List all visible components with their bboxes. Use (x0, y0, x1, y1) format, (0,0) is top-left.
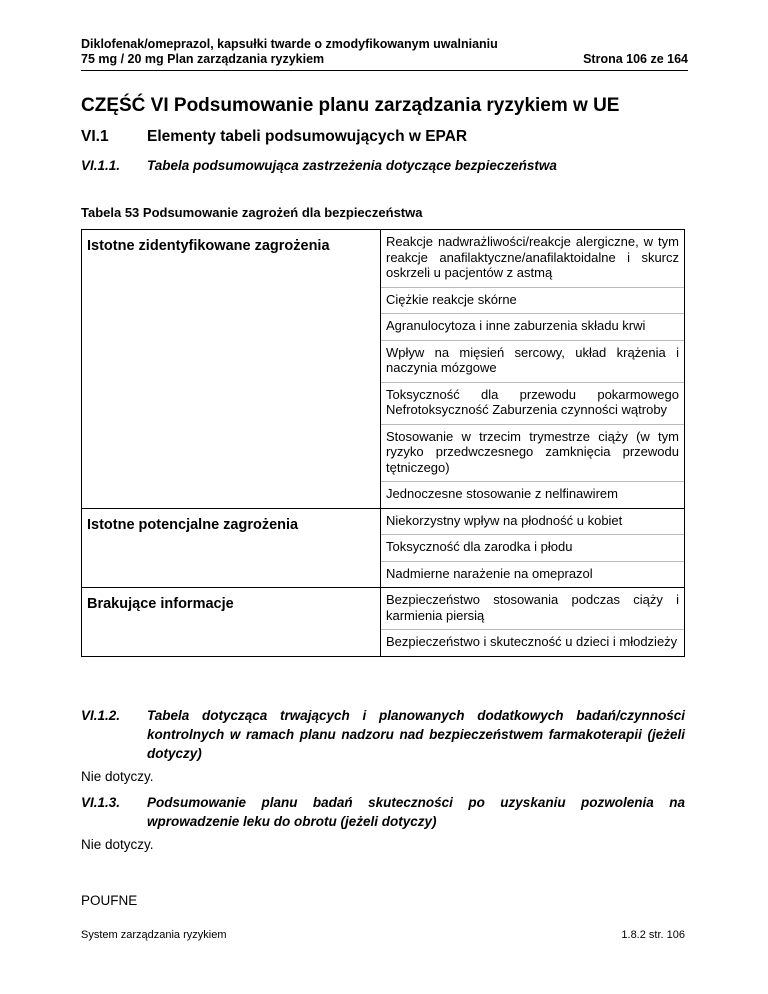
risk-item: Agranulocytoza i inne zaburzenia składu krwi (381, 313, 684, 340)
header-page-number: Strona 106 ze 164 (583, 52, 688, 66)
risk-item: Jednoczesne stosowanie z nelfinawirem (381, 481, 684, 508)
subsection-2-heading (81, 706, 685, 763)
subsection-2-title: Tabela dotycząca trwających i planowanych dodatkowych badań/czynności kontrolnych w ramach planu nadzoru nad bezpieczeństwem farmakoterapii (jeżeli dotyczy) (147, 708, 685, 761)
row-items (381, 588, 685, 657)
row-label: Istotne zidentyfikowane zagrożenia (82, 230, 381, 509)
risk-item: Reakcje nadwrażliwości/reakcje alergiczne, w tym reakcje anafilaktyczne/anafilaktoidalne i skurcz oskrzeli u pacjentów z astmą (386, 234, 679, 280)
table-row-identified-risks (82, 230, 685, 509)
row-items (381, 230, 685, 509)
header-product-line: Diklofenak/omeprazol, kapsułki twarde o zmodyfikowanym uwalnianiu (81, 37, 498, 51)
page-header (81, 37, 688, 67)
subsection-2-body: Nie dotyczy. (81, 769, 154, 784)
subsection-1-number: VI.1.1. (81, 158, 121, 173)
subsection-3-number: VI.1.3. (81, 795, 121, 810)
row-label: Brakujące informacje (82, 588, 381, 657)
risk-item: Ciężkie reakcje skórne (381, 287, 684, 314)
row-items (381, 508, 685, 588)
risk-item: Stosowanie w trzecim trymestrze ciąży (w tym ryzyko przedwczesnego zamknięcia przewodu tętniczego) (381, 424, 684, 482)
risk-item: Wpływ na mięsień sercowy, układ krążenia i naczynia mózgowe (381, 340, 684, 382)
risk-item: Bezpieczeństwo i skuteczność u dzieci i młodzieży (381, 629, 684, 656)
header-divider (81, 70, 688, 71)
table-row-missing-information (82, 588, 685, 657)
section-number: VI.1 (81, 128, 109, 145)
subsection-1-title: Tabela podsumowująca zastrzeżenia dotyczące bezpieczeństwa (147, 158, 557, 173)
section-title: Elementy tabeli podsumowujących w EPAR (147, 128, 468, 145)
footer-system-name: System zarządzania ryzykiem (81, 929, 227, 941)
subsection-2-number: VI.1.2. (81, 708, 121, 723)
risk-item: Toksyczność dla przewodu pokarmowego Nefrotoksyczność Zaburzenia czynności wątroby (381, 382, 684, 424)
subsection-3-body: Nie dotyczy. (81, 837, 154, 852)
subsection-1-heading (81, 158, 557, 173)
safety-concerns-table (81, 229, 685, 657)
risk-item: Niekorzystny wpływ na płodność u kobiet (386, 512, 623, 528)
confidential-label: POUFNE (81, 893, 138, 908)
page-footer (81, 929, 685, 941)
subsection-3-heading (81, 793, 685, 831)
section-heading (81, 128, 467, 146)
footer-page-ref: 1.8.2 str. 106 (621, 929, 685, 941)
risk-item: Nadmierne narażenie na omeprazol (381, 561, 684, 588)
row-label: Istotne potencjalne zagrożenia (82, 508, 381, 588)
table-caption: Tabela 53 Podsumowanie zagrożeń dla bezpieczeństwa (81, 205, 423, 220)
risk-item: Toksyczność dla zarodka i płodu (381, 534, 684, 561)
header-plan-line: 75 mg / 20 mg Plan zarządzania ryzykiem (81, 52, 325, 66)
risk-item: Bezpieczeństwo stosowania podczas ciąży i karmienia piersią (386, 592, 679, 623)
part-title: CZĘŚĆ VI Podsumowanie planu zarządzania ryzykiem w UE (81, 95, 620, 116)
table-row-potential-risks (82, 508, 685, 588)
subsection-3-title: Podsumowanie planu badań skuteczności po uzyskaniu pozwolenia na wprowadzenie leku do obrotu (jeżeli dotyczy) (147, 795, 685, 829)
